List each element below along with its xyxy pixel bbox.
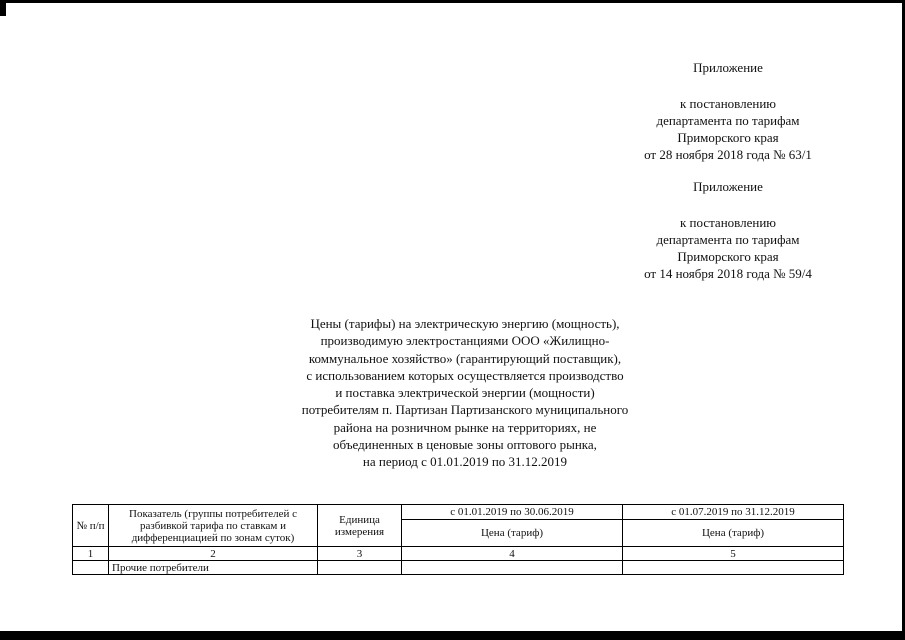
column-number-cell: 4 (402, 547, 623, 561)
title-line: коммунальное хозяйство» (гарантирующий поставщик), (308, 350, 622, 366)
header-cell-number: № п/п (73, 505, 109, 547)
scan-border-top (0, 0, 905, 3)
appendix-heading: Приложение (693, 179, 763, 194)
row-number-cell (73, 561, 109, 575)
appendix-line: Приморского края (677, 249, 779, 264)
scan-border-bottom (0, 631, 905, 640)
appendix-line: от 14 ноября 2018 года № 59/4 (644, 266, 812, 281)
title-line: с использованием которых осуществляется производство (306, 367, 624, 383)
header-cell-period-2: с 01.07.2019 по 31.12.2019 (623, 505, 844, 520)
tariff-table (72, 504, 844, 575)
appendix-block-2 (578, 178, 878, 282)
appendix-block-1 (578, 59, 878, 163)
column-number-cell: 5 (623, 547, 844, 561)
document-title (250, 315, 680, 471)
appendix-line: департамента по тарифам (656, 232, 800, 247)
appendix-line: к постановлению (679, 96, 777, 111)
appendix-line: к постановлению (679, 215, 777, 230)
title-line: и поставка электрической энергии (мощности) (335, 385, 595, 401)
title-line: производимую электростанциями ООО «Жилищно- (320, 333, 610, 349)
title-line: Цены (тарифы) на электрическую энергию (мощность), (310, 316, 620, 331)
title-line: района на розничном рынке на территориях, не (333, 419, 597, 435)
row-value-cell-2 (623, 561, 844, 575)
row-value-cell-1 (402, 561, 623, 575)
row-unit-cell (318, 561, 402, 575)
table-row (73, 561, 844, 575)
header-cell-price-1: Цена (тариф) (402, 520, 623, 547)
row-indicator-cell: Прочие потребители (109, 561, 318, 575)
title-line: на период с 01.01.2019 по 31.12.2019 (362, 454, 568, 470)
scan-mark-left (0, 0, 6, 16)
column-number-cell: 2 (109, 547, 318, 561)
title-line: объединенных в ценовые зоны оптового рынка, (333, 437, 597, 453)
header-cell-unit: Единица измерения (318, 505, 402, 547)
appendix-line: департамента по тарифам (656, 113, 800, 128)
table-header-row (73, 505, 844, 520)
appendix-line: от 28 ноября 2018 года № 63/1 (644, 147, 812, 162)
header-cell-period-1: с 01.01.2019 по 30.06.2019 (402, 505, 623, 520)
header-cell-indicator: Показатель (группы потребителей с разбивкой тарифа по ставкам и дифференциацией по зонам суток) (109, 505, 318, 547)
title-line: потребителям п. Партизан Партизанского муниципального (301, 402, 629, 418)
appendix-heading: Приложение (693, 60, 763, 75)
column-number-cell: 3 (318, 547, 402, 561)
column-number-cell: 1 (73, 547, 109, 561)
appendix-line: Приморского края (677, 130, 779, 145)
column-number-row (73, 547, 844, 561)
header-cell-price-2: Цена (тариф) (623, 520, 844, 547)
